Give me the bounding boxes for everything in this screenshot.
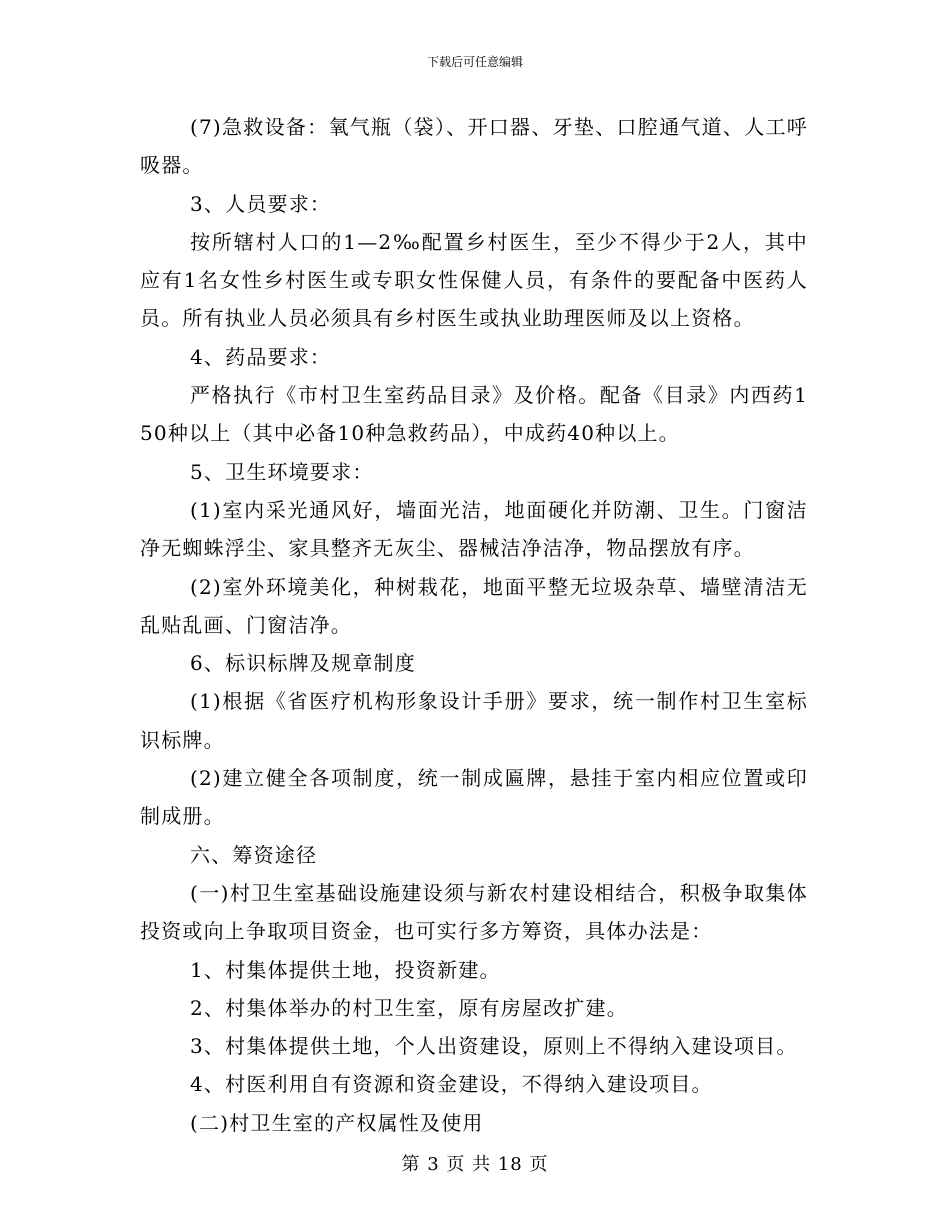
paragraph-drug-requirements: 严格执行《市村卫生室药品目录》及价格。配备《目录》内西药150种以上（其中必备10种急救药品），中成药40种以上。 bbox=[140, 383, 808, 446]
heading-signage-rules: 6、标识标牌及规章制度 bbox=[190, 651, 416, 676]
heading-funding-channels: 六、筹资途径 bbox=[190, 842, 318, 867]
list-item-funding-1: 1、村集体提供土地，投资新建。 bbox=[190, 957, 501, 982]
document-body bbox=[140, 108, 808, 1142]
heading-drug-requirements: 4、药品要求： bbox=[190, 344, 332, 369]
heading-staff-requirements: 3、人员要求： bbox=[190, 191, 332, 216]
list-item-funding-2: 2、村集体举办的村卫生室，原有房屋改扩建。 bbox=[190, 995, 628, 1020]
paragraph-signage: (1)根据《省医疗机构形象设计手册》要求，统一制作村卫生室标识标牌。 bbox=[140, 689, 808, 752]
paragraph-rules-plaques: (2)建立健全各项制度，统一制成匾牌，悬挂于室内相应位置或印制成册。 bbox=[140, 766, 808, 829]
page-footer: 第 3 页 共 18 页 bbox=[401, 1154, 549, 1175]
heading-hygiene-requirements: 5、卫生环境要求： bbox=[190, 459, 374, 484]
paragraph-indoor-hygiene: (1)室内采光通风好，墙面光洁，地面硬化并防潮、卫生。门窗洁净无蜘蛛浮尘、家具整齐无灰尘、器械洁净洁净，物品摆放有序。 bbox=[140, 497, 808, 561]
heading-property-rights: (二)村卫生室的产权属性及使用 bbox=[190, 1110, 484, 1135]
paragraph-emergency-equipment: (7)急救设备：氧气瓶（袋）、开口器、牙垫、口腔通气道、人工呼吸器。 bbox=[140, 115, 808, 178]
paragraph-staff-requirements: 按所辖村人口的1—2‰配置乡村医生，至少不得少于2人，其中应有1名女性乡村医生或专职女性保健人员，有条件的要配备中医药人员。所有执业人员必须具有乡村医生或执业助理医师及以上资格。 bbox=[140, 229, 808, 331]
paragraph-funding-overview: (一)村卫生室基础设施建设须与新农村建设相结合，积极争取集体投资或向上争取项目资金，也可实行多方筹资，具体办法是： bbox=[140, 880, 808, 944]
list-item-funding-4: 4、村医利用自有资源和资金建设，不得纳入建设项目。 bbox=[190, 1072, 713, 1097]
paragraph-outdoor-hygiene: (2)室外环境美化，种树栽花，地面平整无垃圾杂草、墙壁清洁无乱贴乱画、门窗洁净。 bbox=[140, 574, 808, 637]
page-header: 下载后可任意编辑 bbox=[426, 55, 523, 69]
list-item-funding-3: 3、村集体提供土地，个人出资建设，原则上不得纳入建设项目。 bbox=[190, 1034, 798, 1059]
